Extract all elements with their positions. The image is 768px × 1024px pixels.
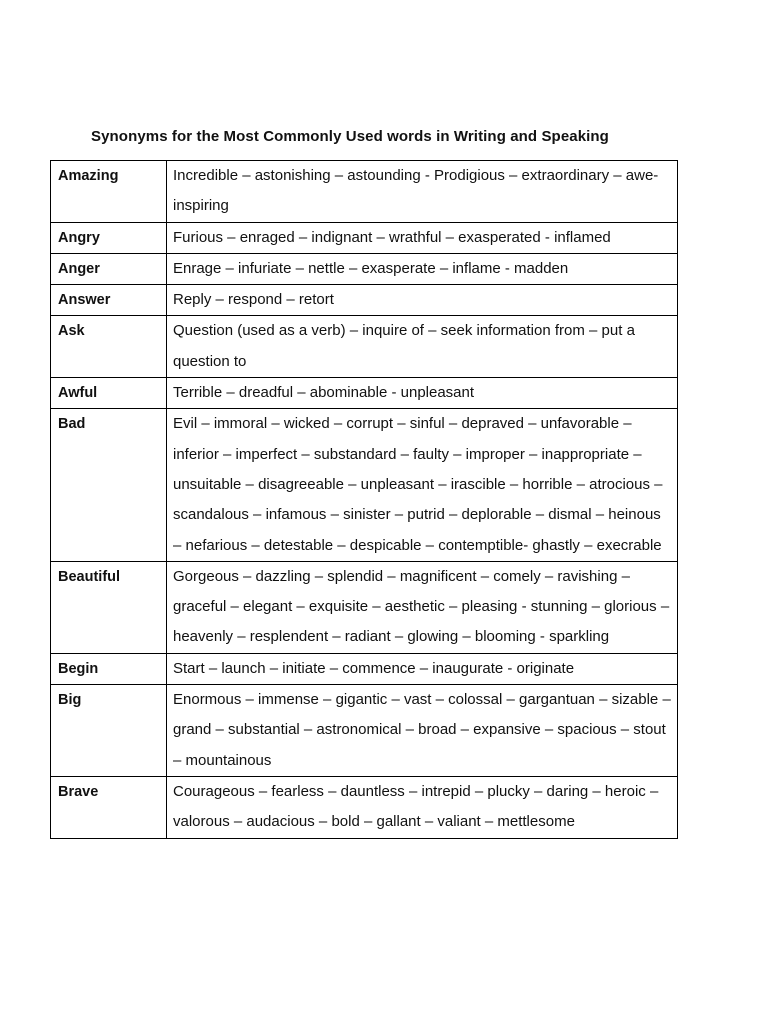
synonyms-cell: Courageous – fearless – dauntless – intrepid – plucky – daring – heroic – valorous – audacious – bold – gallant – valiant – mettlesome — [167, 776, 678, 838]
synonyms-table — [50, 160, 678, 839]
table-row — [51, 222, 678, 253]
word-cell: Beautiful — [51, 561, 167, 653]
word-cell: Bad — [51, 409, 167, 561]
word-cell: Anger — [51, 253, 167, 284]
word-cell: Answer — [51, 285, 167, 316]
synonyms-cell: Incredible – astonishing – astounding - Prodigious – extraordinary – awe-inspiring — [167, 161, 678, 223]
synonyms-cell: Gorgeous – dazzling – splendid – magnificent – comely – ravishing – graceful – elegant – exquisite – aesthetic – pleasing - stunning – glorious – heavenly – resplendent – radiant – glowing – blooming - sparkling — [167, 561, 678, 653]
synonyms-cell: Start – launch – initiate – commence – inaugurate - originate — [167, 653, 678, 684]
table-row — [51, 378, 678, 409]
word-cell: Begin — [51, 653, 167, 684]
table-row — [51, 561, 678, 653]
table-row — [51, 316, 678, 378]
word-cell: Brave — [51, 776, 167, 838]
synonyms-cell: Furious – enraged – indignant – wrathful – exasperated - inflamed — [167, 222, 678, 253]
synonyms-cell: Terrible – dreadful – abominable - unpleasant — [167, 378, 678, 409]
document-title: Synonyms for the Most Commonly Used words in Writing and Speaking — [91, 128, 609, 145]
table-row — [51, 653, 678, 684]
synonyms-cell: Reply – respond – retort — [167, 285, 678, 316]
synonyms-cell: Enrage – infuriate – nettle – exasperate – inflame - madden — [167, 253, 678, 284]
table-row — [51, 285, 678, 316]
word-cell: Big — [51, 685, 167, 777]
word-cell: Ask — [51, 316, 167, 378]
synonyms-cell: Evil – immoral – wicked – corrupt – sinful – depraved – unfavorable – inferior – imperfect – substandard – faulty – improper – inappropriate – unsuitable – disagreeable – unpleasant – irascible – horrible – atrocious – scandalous – infamous – sinister – putrid – deplorable – dismal – heinous – nefarious – detestable – despicable – contemptible- ghastly – execrable — [167, 409, 678, 561]
word-cell: Angry — [51, 222, 167, 253]
synonyms-cell: Enormous – immense – gigantic – vast – colossal – gargantuan – sizable – grand – substantial – astronomical – broad – expansive – spacious – stout – mountainous — [167, 685, 678, 777]
table-row — [51, 776, 678, 838]
table-row — [51, 409, 678, 561]
synonyms-cell: Question (used as a verb) – inquire of – seek information from – put a question to — [167, 316, 678, 378]
table-row — [51, 685, 678, 777]
word-cell: Amazing — [51, 161, 167, 223]
table-row — [51, 253, 678, 284]
word-cell: Awful — [51, 378, 167, 409]
table-row — [51, 161, 678, 223]
